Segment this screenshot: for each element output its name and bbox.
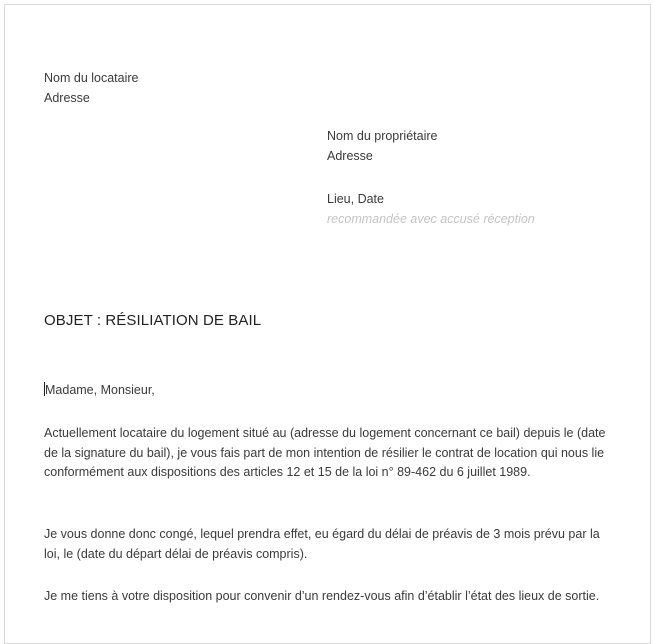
sender-name: Nom du locataire xyxy=(44,71,139,85)
recipient-address: Adresse xyxy=(327,149,373,163)
paragraph-3: Je me tiens à votre disposition pour convenir d’un rendez-vous afin d’établir l’état des lieux de sortie. xyxy=(44,589,600,603)
letter-subject: OBJET : RÉSILIATION DE BAIL xyxy=(44,312,262,329)
salutation-line[interactable] xyxy=(44,381,612,401)
paragraph-1: Actuellement locataire du logement situé au (adresse du logement concernant ce bail) depuis le (date de la signature du bail), je vous fais part de mon intention de résilier le contrat de location qui nous lie conformément aux dispositions des articles 12 et 15 de la loi n° 89-462 du 6 juillet 1989. xyxy=(44,426,606,479)
letter-document[interactable] xyxy=(4,4,651,644)
place-date: Lieu, Date xyxy=(327,192,384,206)
recipient-name: Nom du propriétaire xyxy=(327,129,438,143)
sender-address: Adresse xyxy=(44,91,90,105)
delivery-note: recommandée avec accusé réception xyxy=(327,212,535,226)
paragraph-2: Je vous donne donc congé, lequel prendra effet, eu égard du délai de préavis de 3 mois prévu par la loi, le (date du départ délai de préavis compris). xyxy=(44,527,600,561)
salutation: Madame, Monsieur, xyxy=(45,383,155,397)
